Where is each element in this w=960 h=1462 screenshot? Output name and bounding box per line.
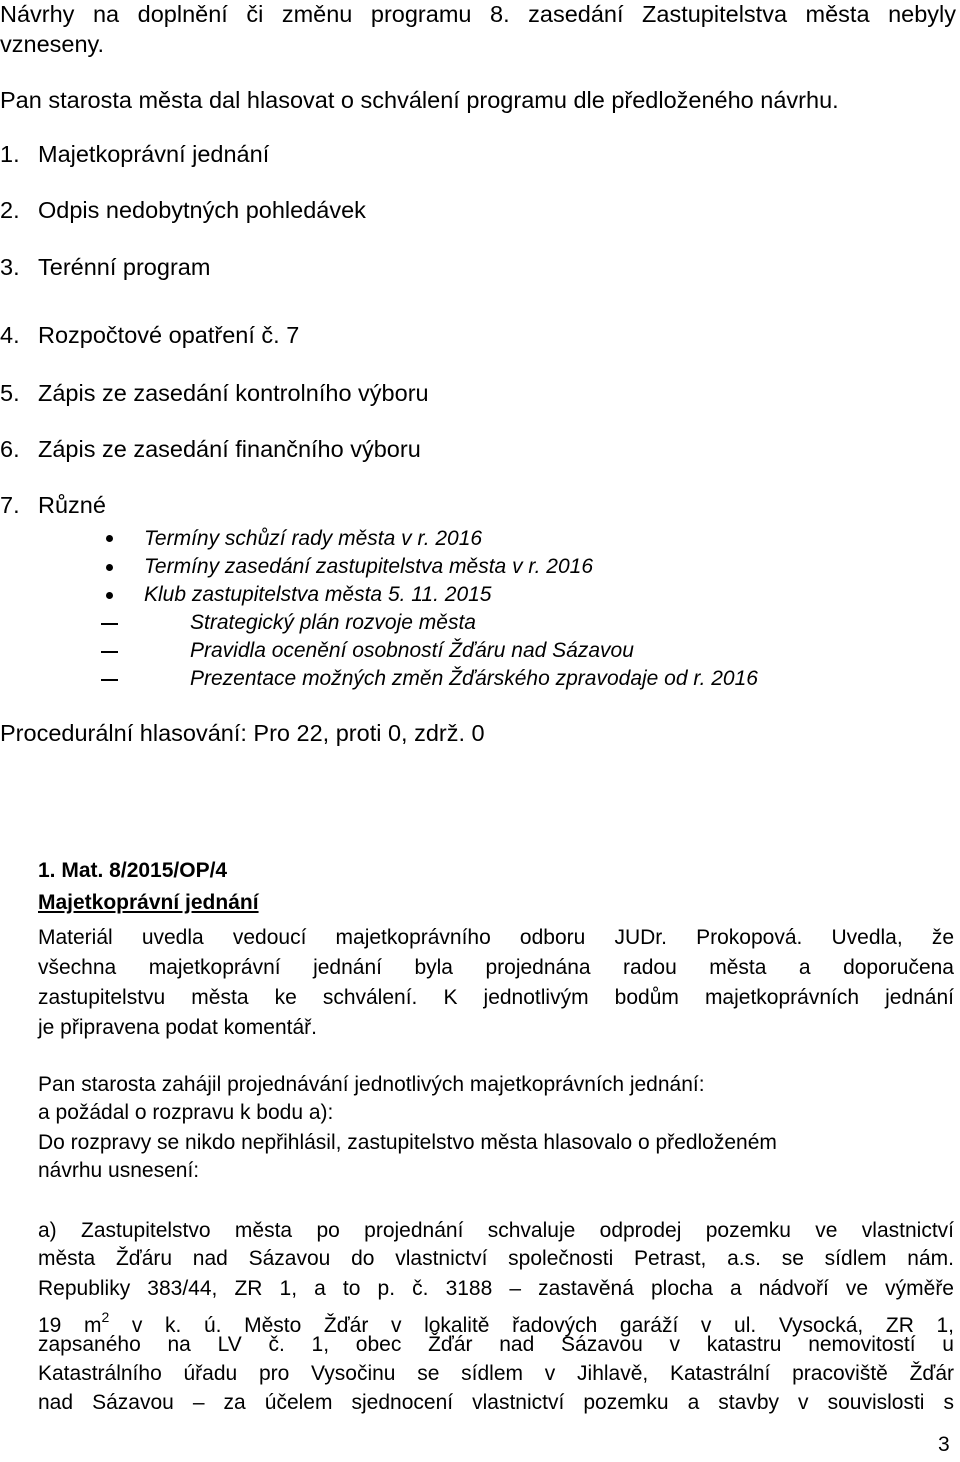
para1-line-4: je připravena podat komentář. bbox=[38, 1016, 317, 1039]
program-item-4: 4. Rozpočtové opatření č. 7 bbox=[0, 322, 300, 348]
ruzne-bullet-3: Klub zastupitelstva města 5. 11. 2015 bbox=[144, 583, 492, 606]
ruzne-bullet-2: Termíny zasedání zastupitelstva města v r. 2016 bbox=[144, 555, 593, 578]
dash-icon bbox=[101, 623, 118, 625]
bullet-icon bbox=[106, 592, 113, 599]
resolution-line-4: 19 $m^2$ v k. ú. Město Žďár v lokalitě řadových garáží v ul. Vysocká, ZR 1, bbox=[38, 1309, 954, 1337]
program-item-1: 1. Majetkoprávní jednání bbox=[0, 141, 270, 167]
para1-line-2: všechna majetkoprávní jednání byla projednána radou města a doporučena bbox=[38, 956, 954, 979]
bullet-icon bbox=[106, 564, 113, 571]
section-heading: 1. Mat. 8/2015/OP/4 bbox=[38, 859, 228, 882]
bullet-icon bbox=[106, 535, 113, 542]
section-title: Majetkoprávní jednání bbox=[38, 891, 259, 914]
dash-icon bbox=[101, 679, 118, 681]
intro-line-2: vzneseny. bbox=[0, 31, 105, 57]
vote-intro: Pan starosta města dal hlasovat o schválení programu dle předloženého návrhu. bbox=[0, 87, 839, 113]
resolution-line-5: zapsaného na LV č. 1, obec Žďár nad Sázavou v katastru nemovitostí u bbox=[38, 1333, 954, 1356]
ruzne-dash-1: Strategický plán rozvoje města bbox=[190, 611, 476, 634]
resolution-line-1: a) Zastupitelstvo města po projednání schvaluje odprodej pozemku ve vlastnictví bbox=[38, 1219, 954, 1242]
program-item-2: 2. Odpis nedobytných pohledávek bbox=[0, 197, 366, 223]
program-item-7: 7. Různé bbox=[0, 492, 106, 518]
ruzne-bullet-1: Termíny schůzí rady města v r. 2016 bbox=[144, 527, 483, 550]
dash-icon bbox=[101, 651, 118, 653]
program-item-3: 3. Terénní program bbox=[0, 254, 211, 280]
para1-line-3: zastupitelstvu města ke schválení. K jednotlivým bodům majetkoprávních jednání bbox=[38, 986, 954, 1009]
program-item-5: 5. Zápis ze zasedání kontrolního výboru bbox=[0, 380, 429, 406]
intro-line-1: Návrhy na doplnění či změnu programu 8. zasedání Zastupitelstva města nebyly bbox=[0, 1, 956, 27]
procedural-vote: Procedurální hlasování: Pro 22, proti 0, zdrž. 0 bbox=[0, 720, 485, 746]
para2-line-4: návrhu usnesení: bbox=[38, 1159, 200, 1182]
resolution-line-7: nad Sázavou – za účelem sjednocení vlastnictví pozemku a stavby v souvislosti s bbox=[38, 1391, 954, 1414]
resolution-line-3: Republiky 383/44, ZR 1, a to p. č. 3188 – zastavěná plocha a nádvoří ve výměře bbox=[38, 1277, 954, 1300]
page-number: 3 bbox=[938, 1433, 950, 1456]
para1-line-1: Materiál uvedla vedoucí majetkoprávního odboru JUDr. Prokopová. Uvedla, že bbox=[38, 926, 954, 949]
para2-line-1: Pan starosta zahájil projednávání jednotlivých majetkoprávních jednání: bbox=[38, 1073, 705, 1096]
para2-line-2: a požádal o rozpravu k bodu a): bbox=[38, 1101, 334, 1124]
resolution-line-6: Katastrálního úřadu pro Vysočinu se sídlem v Jihlavě, Katastrální pracoviště Žďár bbox=[38, 1362, 954, 1385]
ruzne-dash-2: Pravidla ocenění osobností Žďáru nad Sázavou bbox=[190, 639, 634, 662]
para2-line-3: Do rozpravy se nikdo nepřihlásil, zastupitelstvo města hlasovalo o předloženém bbox=[38, 1131, 777, 1154]
resolution-line-2: města Žďáru nad Sázavou do vlastnictví společnosti Petrast, a.s. se sídlem nám. bbox=[38, 1247, 954, 1270]
program-item-6: 6. Zápis ze zasedání finančního výboru bbox=[0, 436, 421, 462]
ruzne-dash-3: Prezentace možných změn Žďárského zpravodaje od r. 2016 bbox=[190, 667, 758, 690]
